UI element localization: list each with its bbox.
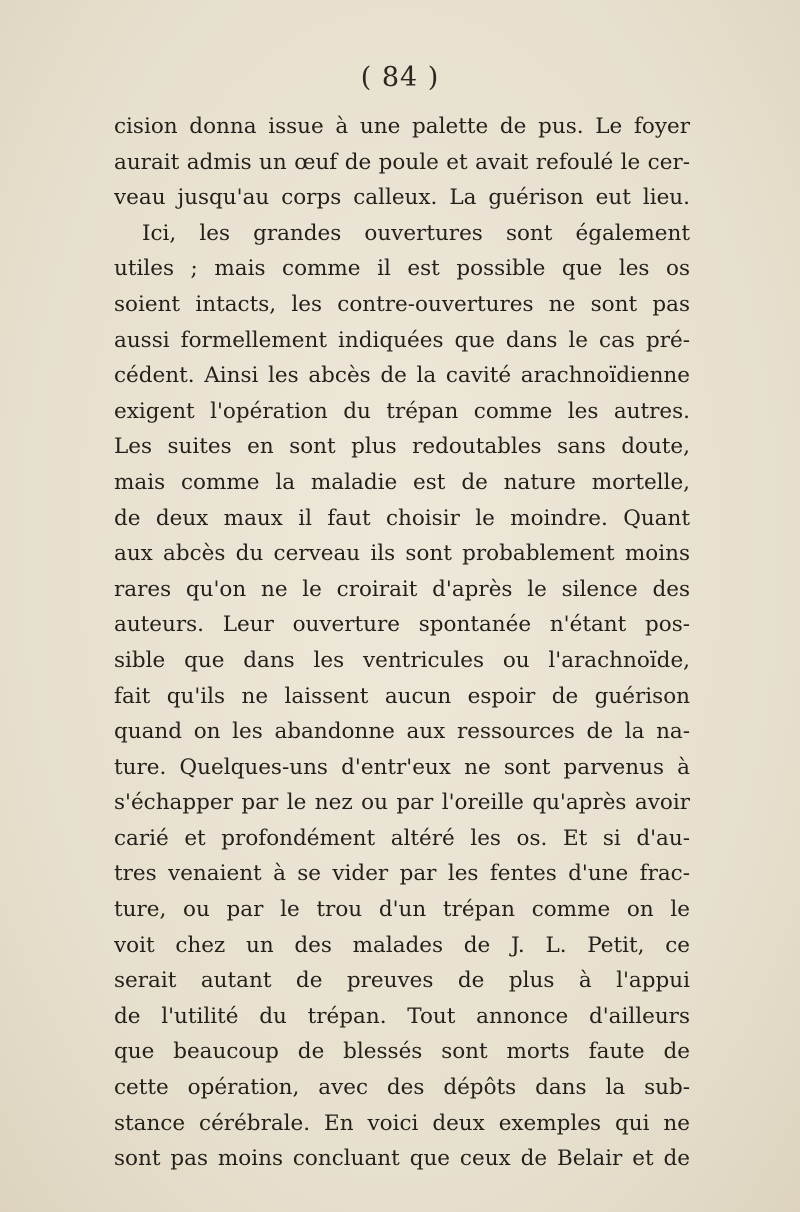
text-line: s'échapper par le nez ou par l'oreille qu'après avoir: [114, 790, 690, 816]
text-line: quand on les abandonne aux ressources de la na-: [114, 719, 690, 745]
text-line: mais comme la maladie est de nature mortelle,: [114, 469, 690, 495]
text-line: cette opération, avec des dépôts dans la sub-: [114, 1075, 690, 1101]
text-line: de deux maux il faut choisir le moindre. Quant: [114, 505, 690, 531]
text-line: Ici, les grandes ouvertures sont également: [142, 220, 690, 246]
text-line: stance cérébrale. En voici deux exemples qui ne: [114, 1110, 690, 1136]
text-line: serait autant de preuves de plus à l'appui: [114, 968, 690, 994]
text-line: Les suites en sont plus redoutables sans doute,: [114, 434, 690, 460]
text-line: aurait admis un œuf de poule et avait refoulé le cer-: [114, 149, 690, 175]
text-line: sont pas moins concluant que ceux de Belair et de: [114, 1146, 690, 1172]
text-line: tres venaient à se vider par les fentes d'une frac-: [114, 861, 690, 887]
text-line: ture, ou par le trou d'un trépan comme on le: [114, 897, 690, 923]
text-line: cédent. Ainsi les abcès de la cavité arachnoïdienne: [114, 363, 690, 389]
text-line: soient intacts, les contre-ouvertures ne sont pas: [114, 291, 690, 317]
text-line: aux abcès du cerveau ils sont probablement moins: [114, 541, 690, 567]
text-line: que beaucoup de blessés sont morts faute de: [114, 1039, 690, 1065]
text-line: voit chez un des malades de J. L. Petit, ce: [114, 932, 690, 958]
text-line: sible que dans les ventricules ou l'arachnoïde,: [114, 647, 690, 673]
text-line: exigent l'opération du trépan comme les autres.: [114, 398, 690, 424]
text-line: veau jusqu'au corps calleux. La guérison eut lieu.: [114, 185, 690, 211]
text-line: auteurs. Leur ouverture spontanée n'étant pos-: [114, 612, 690, 638]
text-line: carié et profondément altéré les os. Et si d'au-: [114, 825, 690, 851]
body-text: [114, 109, 690, 1177]
text-line: de l'utilité du trépan. Tout annonce d'ailleurs: [114, 1003, 690, 1029]
text-line: rares qu'on ne le croirait d'après le silence des: [114, 576, 690, 602]
text-line: aussi formellement indiquées que dans le cas pré-: [114, 327, 690, 353]
page-number: ( 84 ): [360, 62, 440, 93]
text-line: ture. Quelques-uns d'entr'eux ne sont parvenus à: [114, 754, 690, 780]
text-line: cision donna issue à une palette de pus. Le foyer: [114, 114, 690, 139]
text-line: utiles ; mais comme il est possible que les os: [114, 256, 690, 282]
text-line: fait qu'ils ne laissent aucun espoir de guérison: [114, 683, 690, 709]
